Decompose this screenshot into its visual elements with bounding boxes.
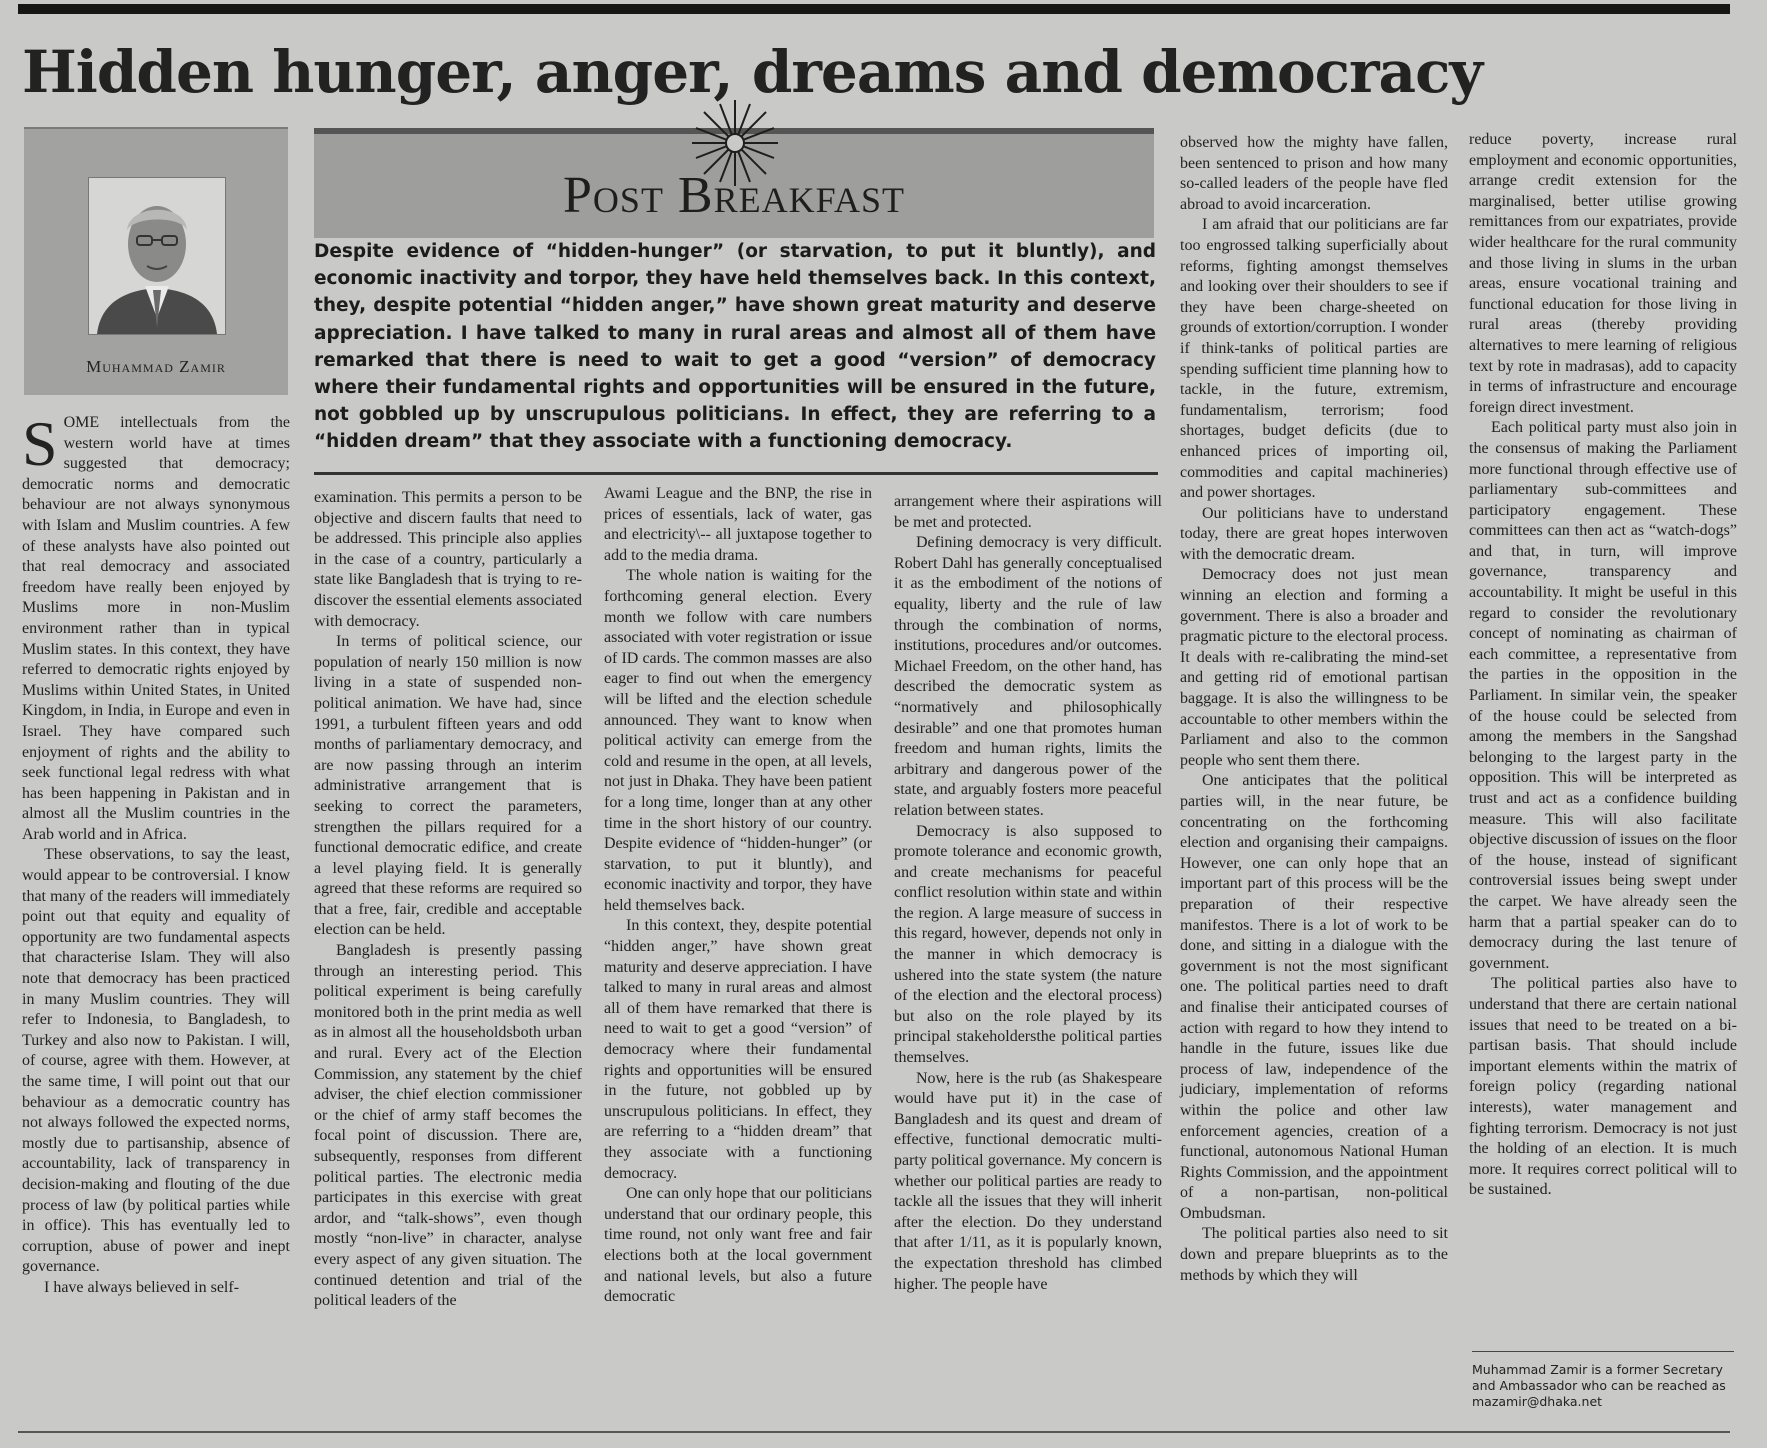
author-bio: Muhammad Zamir is a former Secretary and Ambassador who can be reached as mazamir@dhaka.net [1472,1362,1726,1409]
headline: Hidden hunger, anger, dreams and democracy [22,38,1483,106]
article-column-6 [1469,130,1737,1201]
paragraph: One can only hope that our politicians understand that our ordinary people, this time round, not only want free and fair elections both at the local government and national levels, but also a future democratic [604,1185,872,1306]
author-photo [88,177,226,335]
paragraph: Bangladesh is presently passing through an interesting period. This political experiment is being carefully monitored both in the print media as well as in almost all the householdsboth urban and rural. Every act of the Election Commission, any statement by the chief adviser, the chief election commissioner or the chief of army staff becomes the focal point of discussion. There are, subsequently, responses from different political parties. The electronic media participates in this exercise with great ardor, and “talk-shows”, even though mostly “non-live” in character, analyse every aspect of any given situation. The continued detention and trial of the political leaders of the [314,942,582,1310]
author-byline: Muhammad Zamir [86,357,226,376]
article-column-2 [314,488,582,1312]
paragraph: Defining democracy is very difficult. Robert Dahl has generally conceptualised it as the embodiment of the notions of equality, liberty and the rule of law through the combination of norms, institutions, procedures and/or outcomes. Michael Freedom, on the other hand, has described the democratic system as “normatively and philosophically desirable” and one that promotes human freedom and human rights, limits the arbitrary and dangerous power of the state, and arguably fosters more peaceful relation between states. [894,534,1162,819]
paragraph: I have always believed in self- [44,1278,240,1296]
paragraph: In terms of political science, our population of nearly 150 million is now living in a state of suspended non-political animation. We have had, since 1991, a turbulent fifteen years and odd months of parliamentary democracy, and are now passing through an interim administrative arrangement that is seeking to correct the parameters, strengthen the pillars required for a functional democratic edifice, and create a level playing field. It is generally agreed that these reforms are required so that a free, fair, credible and acceptable election can be held. [314,633,582,939]
article-column-1 [22,408,290,1299]
pull-quote: Despite evidence of “hidden-hunger” (or starvation, to put it bluntly), and economic inactivity and torpor, they have held themselves back. In this context, they, despite potential “hidden anger,” have shown great maturity and deserve appreciation. I have talked to many in rural areas and almost all of them have remarked that there is need to wait to get a good “version” of democracy where their fundamental rights and opportunities will be ensured in the future, not gobbled up by unscrupulous politicians. In effect, they are referring to a “hidden dream” that they associate with a functioning democracy. [314,241,1156,453]
paragraph: Now, here is the rub (as Shakespeare would have put it) in the case of Bangladesh and its quest and dream of effective, functional democratic multi-party political governance. My concern is whether our political parties are ready to tackle all the issues that they will inherit after the election. Do they understand that after 1/11, as it is popularly known, the expectation threshold has climbed higher. The people have [894,1069,1162,1293]
paragraph: examination. This permits a person to be objective and discern faults that need to be addressed. This principle also applies in the case of a country, particularly a state like Bangladesh that is trying to re-discover the essential elements associated with democracy. [314,489,582,630]
paragraph: One anticipates that the political parties will, in the near future, be concentrating on the forthcoming election and organising their campaigns. However, one can only hope that an important part of this process will be the preparation of their respective manifestos. There is a lot of work to be done, and sitting in a dialogue with the government is not the most significant one. The political parties need to draft and finalise their anticipated courses of action with regard to how they intend to handle in the future, issues like due process of law, independence of the judiciary, implementation of reforms within the police and other law enforcement agencies, creation of a functional, autonomous National Human Rights Commission, and the appointment of a non-partisan, non-political Ombudsman. [1180,772,1448,1222]
paragraph: Each political party must also join in the consensus of making the Parliament more functional through effective use of parliamentary sub-committees and participatory engagement. These committees can then act as “watch-dogs” and that, in turn, will improve governance, transparency and accountability. It might be useful in this regard to consider the revolutionary concept of nominating as chairman of each committee, a representative from the parties in the opposition in the Parliament. In similar vein, the speaker of the house could be selected from among the members in the Sangshad belonging to the largest party in the opposition. This will be interpreted as trust and act as a confidence building measure. This will also facilitate objective discussion of issues on the floor of the house, instead of significant controversial issues being swept under the carpet. We have already seen the harm that a partial speaker can do to democracy during the last tenure of government. [1469,419,1737,972]
paragraph: The political parties also need to sit down and prepare blueprints as to the methods by which they will [1180,1225,1448,1284]
article-column-5 [1180,133,1448,1286]
paragraph: I am afraid that our politicians are far too engrossed talking superficially about reforms, fighting amongst themselves and looking over their shoulders to see if they have been charge-sheeted on grounds of extortion/corruption. I wonder if think-tanks of political parties are spending sufficient time planning how to tackle, in the future, extremism, fundamentalism, terrorism; food shortages, budget deficits (due to enhanced prices of importing oil, commodities and capital machineries) and power shortages. [1180,216,1448,502]
paragraph: Our politicians have to understand today, there are great hopes interwoven with the democratic dream. [1180,504,1448,563]
paragraph: Democracy is also supposed to promote tolerance and economic growth, and create mechanisms for peaceful conflict resolution within state and within the region. A large measure of success in this regard, however, depends not only in the manner in which democracy is ushered into the state system (the nature of the election and the electoral process) but also on the role played by its principal stakeholdersthe political parties themselves. [894,822,1162,1067]
paragraph: arrangement where their aspirations will be met and protected. [894,493,1162,531]
author-panel [24,127,288,395]
column-title: Post Breakfast [563,167,905,224]
paragraph: Democracy does not just mean winning an election and forming a government. There is also a broader and pragmatic picture to the electoral process. It deals with re-calibrating the mind-set and getting rid of emotional partisan baggage. It is also the willingness to be accountable to other members within the Parliament and also to the common people who sent them there. [1180,566,1448,769]
lead-text: OME intellectuals from the western world have at times suggested that democracy; democratic norms and democratic behaviour are not always synonymous with Islam and Muslim countries. A few of these analysts have also pointed out that real democracy and associated freedom have really been enjoyed by Muslims more in non-Muslim environment rather than in typical Muslim states. In this context, they have referred to democratic rights enjoyed by Muslims within United States, in United Kingdom, in India, in Europe and even in Israel. They have compared such enjoyment of rights and the ability to seek functional legal redress with what has been happening in Pakistan and in almost all the Muslim countries in the Arab world and in Africa. [22,414,290,843]
paragraph: observed how the mighty have fallen, been sentenced to prison and how many so-called leaders of the people have fled abroad to avoid incarceration. [1180,134,1448,213]
paragraph: These observations, to say the least, would appear to be controversial. I know that many of the readers will immediately point out that equity and equality of opportunity are two fundamental aspects that characterise Islam. They will also note that democracy has been practiced in many Muslim countries. They will refer to Indonesia, to Bangladesh, to Turkey and also now to Pakistan. I will, of course, agree with them. However, at the same time, I will point out that our behaviour as a democratic country has not always followed the expected norms, mostly due to partisanship, absence of accountability, lack of transparency in decision-making and flouting of the due process of law (by political parties while in office). This has eventually led to corruption, abuse of power and inept governance. [22,846,290,1276]
article-column-3 [604,484,872,1308]
bio-rule [1472,1351,1734,1352]
article-column-4 [894,492,1162,1295]
bottom-rule [18,1431,1730,1433]
paragraph: In this context, they, despite potential “hidden anger,” have shown great maturity and deserve appreciation. I have talked to many in rural areas and almost all of them have remarked that there is need to wait to get a good “version” of democracy where their fundamental rights and opportunities will be ensured in the future, not gobbled up by unscrupulous politicians. In effect, they are referring to a “hidden dream” that they associate with a functioning democracy. [604,917,872,1182]
paragraph: Awami League and the BNP, the rise in prices of essentials, lack of water, gas and electricity\-- all juxtapose together to add to the media drama. [604,485,872,564]
paragraph: reduce poverty, increase rural employment and economic opportunities, arrange credit extension for the marginalised, better utilise growing remittances from our expatriates, provide wider healthcare for the rural community and those living in slums in the urban areas, ensure vocational training and functional education for those living in rural areas (thereby providing alternatives to mere learning of religious text by rote in madrasas), add to capacity in terms of infrastructure and encourage foreign direct investment. [1469,131,1737,416]
starburst-icon [690,98,780,188]
paragraph: The whole nation is waiting for the forthcoming general election. Every month we follow with care numbers associated with voter registration or issue of ID cards. The common masses are also eager to find out when the emergency will be lifted and the election schedule announced. They want to know when political activity can emerge from the cold and resume in the open, at all levels, not just in Dhaka. They have been patient for a long time, longer than at any other time in the short history of our country. Despite evidence of “hidden-hunger” (or starvation, to put it bluntly), and economic inactivity and torpor, they have held themselves back. [604,567,872,914]
lead-paragraph [22,408,290,845]
paragraph: The political parties also have to understand that there are certain national issues that need to be treated on a bi-partisan basis. That should include important elements within the matrix of foreign policy (regarding national interests), water management and fighting terrorism. Democracy is not just the holding of an election. It is much more. It requires correct political will to be sustained. [1469,975,1737,1199]
pull-quote-rule [314,472,1158,475]
drop-cap: S [22,408,58,479]
top-rule [18,4,1730,14]
